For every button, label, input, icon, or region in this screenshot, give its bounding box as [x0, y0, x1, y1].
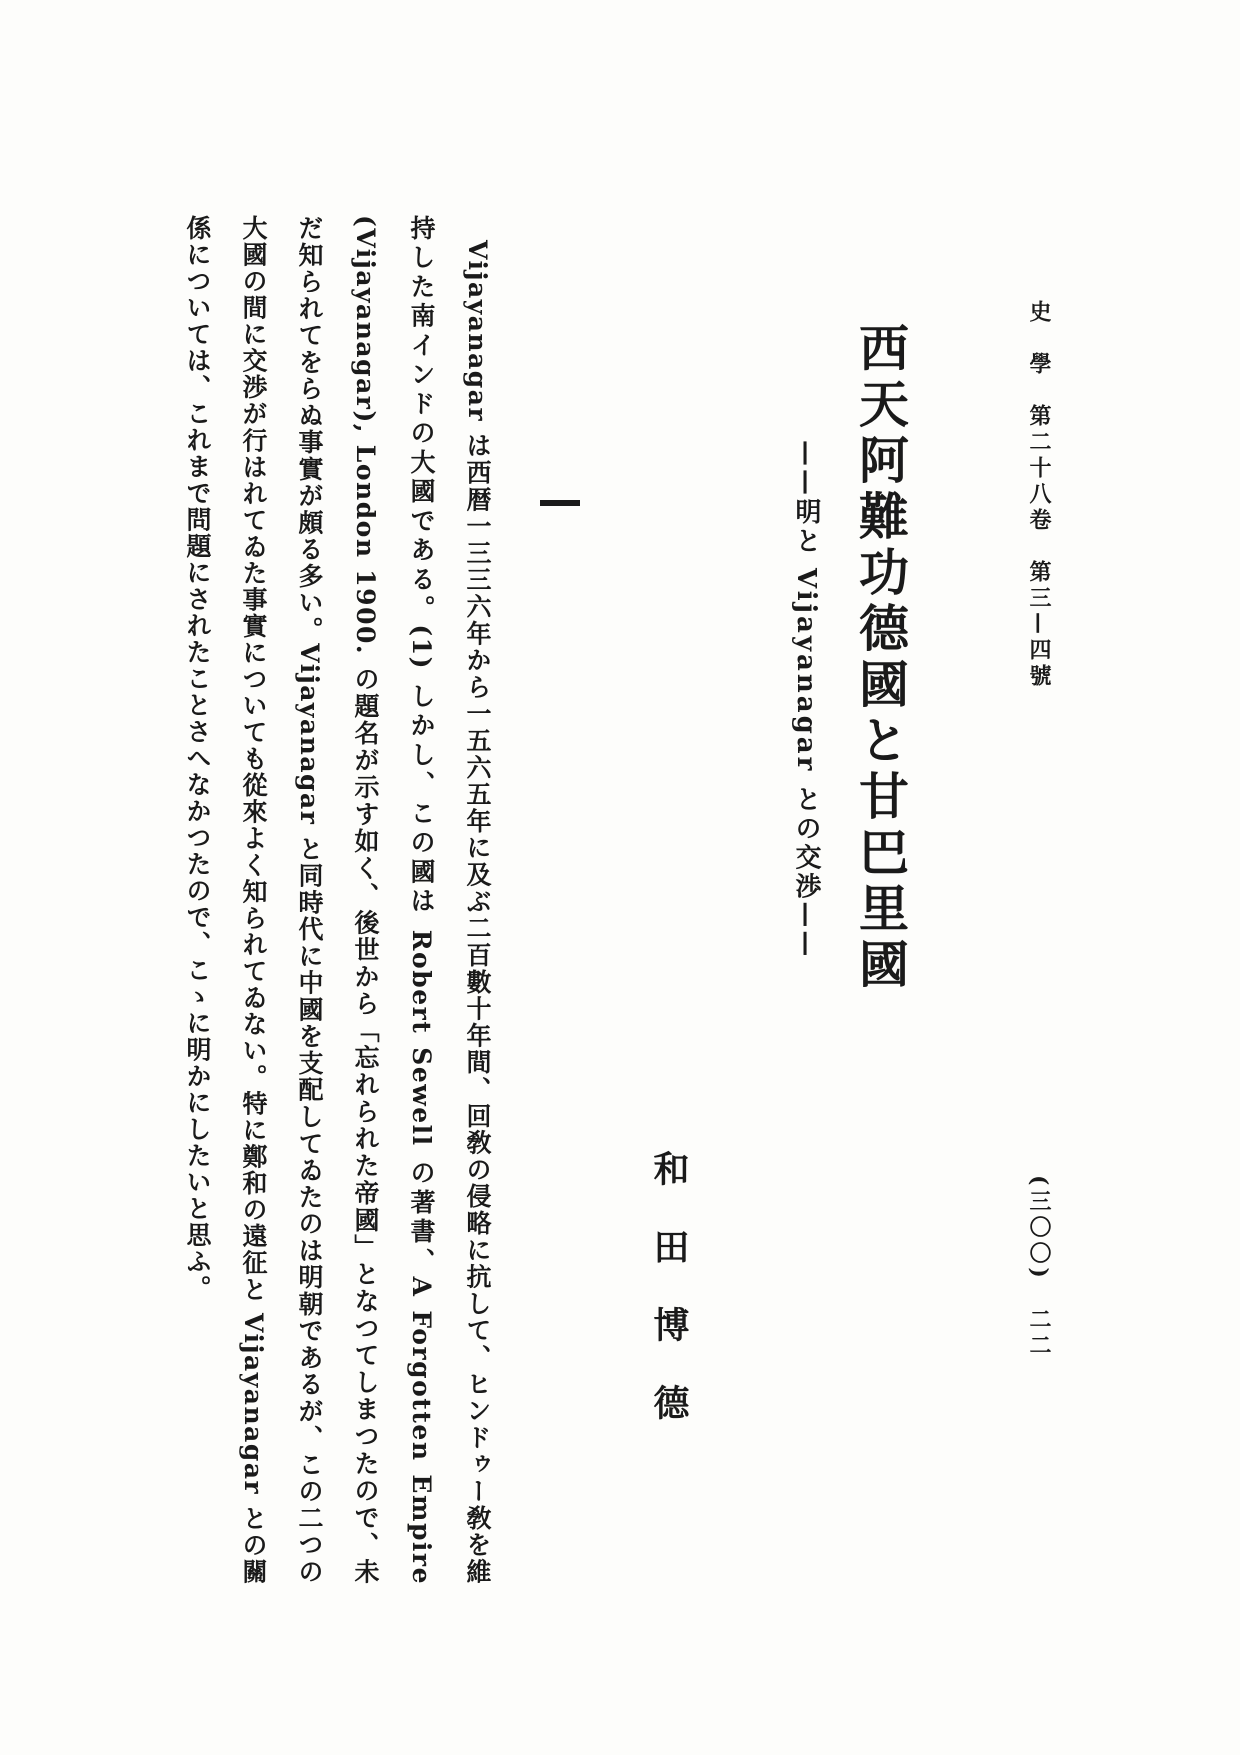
article-subtitle: ——明と Vijayanagar との交渉——: [791, 440, 821, 960]
author-name: 和田博德: [648, 1150, 690, 1462]
running-header-journal: 史 學 第二十八卷 第三—四號: [1026, 300, 1052, 690]
article-title: 西天阿難功德國と甘巴里國: [851, 322, 910, 994]
paragraph: Vijayanagar は西暦一三三六年から一五六五年に及ぶ二百數十年間、回敎の侵略に抗して、ヒンドゥー敎を維持した南インドの大國である。(1) しかし、この國は Robert Sewell の著書、A Forgotten Empire (Vijayanagar), London 1900. の題名が示す如く、後世から「忘れられた帝國」となつてしまつたので、未だ知られてをらぬ事實が頗る多い。Vijayanagar と同時代に中國を支配してゐたのは明朝であるが、この二つの大國の間に交渉が行はれてゐた事實についても從來よく知られてゐない。特に鄭和の遠征と Vijayanagar との關係については、これまで問題にされたことさへなかつたので、こゝに明かにしたいと思ふ。: [183, 215, 492, 1585]
running-header-page-number: (三〇〇) 二二: [1026, 1175, 1052, 1360]
section-number-label: [540, 500, 541, 501]
body-text: [169, 215, 505, 1585]
section-number: [540, 500, 580, 506]
